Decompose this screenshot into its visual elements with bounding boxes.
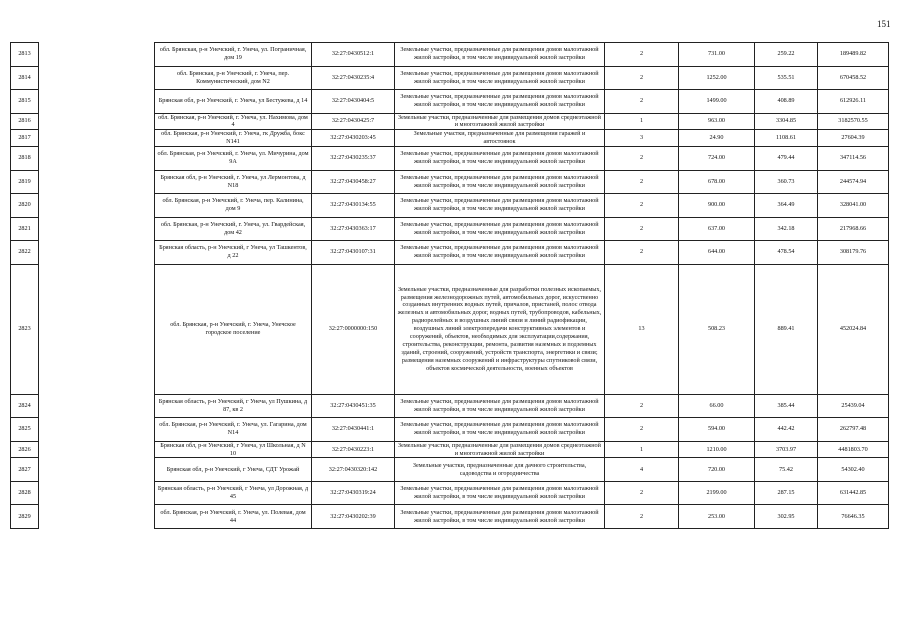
land-use-cell: Земельные участки, предназначенные для размещения домов малоэтажной жилой застройки, в том числе индивидуальной жилой застройки: [395, 66, 605, 90]
spacer-cell: [39, 458, 155, 482]
spacer-cell: [39, 194, 155, 218]
spacer-cell: [39, 90, 155, 114]
area-cell: 594.00: [679, 418, 755, 442]
address-cell: обл. Брянская, р-н Унечский, г. Унеча, гк Дружба, бокс N141: [155, 130, 312, 147]
land-use-cell: Земельные участки, предназначенные для размещения домов малоэтажной жилой застройки, в том числе индивидуальной жилой застройки: [395, 194, 605, 218]
specific-value-cell: 3703.97: [755, 441, 818, 458]
cadastral-number-cell: 32:27:0430458:27: [312, 170, 395, 194]
row-number: 2823: [11, 264, 39, 394]
cadastral-value-table: [10, 42, 889, 529]
table-row: [11, 505, 889, 529]
specific-value-cell: 889.41: [755, 264, 818, 394]
address-cell: Брянская обл, р-н Унечский, г. Унеча, ул Бестужева, д 14: [155, 90, 312, 114]
table-row: [11, 170, 889, 194]
spacer-cell: [39, 147, 155, 171]
cadastral-value-cell: 27604.39: [818, 130, 889, 147]
address-cell: обл. Брянская, р-н Унечский, г. Унеча, ул. Пограничная, дом 19: [155, 43, 312, 67]
table-row: [11, 418, 889, 442]
land-use-cell: Земельные участки, предназначенные для размещения домов малоэтажной жилой застройки, в том числе индивидуальной жилой застройки: [395, 147, 605, 171]
table-row: [11, 481, 889, 505]
spacer-cell: [39, 441, 155, 458]
land-use-cell: Земельные участки, предназначенные для дачного строительства, садоводства и огородничества: [395, 458, 605, 482]
row-number: 2817: [11, 130, 39, 147]
area-cell: 678.00: [679, 170, 755, 194]
spacer-cell: [39, 481, 155, 505]
table-row: [11, 43, 889, 67]
cadastral-number-cell: 32:27:0430425:7: [312, 113, 395, 130]
row-number: 2828: [11, 481, 39, 505]
group-cell: 2: [605, 481, 679, 505]
group-cell: 2: [605, 241, 679, 265]
land-use-cell: Земельные участки, предназначенные для размещения гаражей и автостоянок: [395, 130, 605, 147]
specific-value-cell: 535.51: [755, 66, 818, 90]
area-cell: 2199.00: [679, 481, 755, 505]
land-use-cell: Земельные участки, предназначенные для размещения домов среднеэтажной и многоэтажной жилой застройки: [395, 441, 605, 458]
land-use-cell: Земельные участки, предназначенные для размещения домов малоэтажной жилой застройки, в том числе индивидуальной жилой застройки: [395, 170, 605, 194]
land-use-cell: Земельные участки, предназначенные для размещения домов малоэтажной жилой застройки, в том числе индивидуальной жилой застройки: [395, 43, 605, 67]
specific-value-cell: 259.22: [755, 43, 818, 67]
spacer-cell: [39, 217, 155, 241]
land-use-cell: Земельные участки, предназначенные для размещения домов малоэтажной жилой застройки, в том числе индивидуальной жилой застройки: [395, 505, 605, 529]
area-cell: 253.00: [679, 505, 755, 529]
specific-value-cell: 479.44: [755, 147, 818, 171]
cadastral-number-cell: 32:27:0430223:1: [312, 441, 395, 458]
land-use-cell: Земельные участки, предназначенные для размещения домов малоэтажной жилой застройки, в том числе индивидуальной жилой застройки: [395, 481, 605, 505]
area-cell: 1252.00: [679, 66, 755, 90]
cadastral-value-cell: 189489.82: [818, 43, 889, 67]
address-cell: обл. Брянская, р-н Унечский, г. Унеча, Унечское городское поселение: [155, 264, 312, 394]
cadastral-number-cell: 32:27:0430320:142: [312, 458, 395, 482]
cadastral-value-cell: 3182570.55: [818, 113, 889, 130]
spacer-cell: [39, 394, 155, 418]
land-use-cell: Земельные участки, предназначенные для размещения домов малоэтажной жилой застройки, в том числе индивидуальной жилой застройки: [395, 217, 605, 241]
cadastral-value-cell: 76646.35: [818, 505, 889, 529]
area-cell: 731.00: [679, 43, 755, 67]
table-row: [11, 458, 889, 482]
table-row: [11, 241, 889, 265]
specific-value-cell: 360.73: [755, 170, 818, 194]
cadastral-number-cell: 32:27:0430107:31: [312, 241, 395, 265]
specific-value-cell: 442.42: [755, 418, 818, 442]
group-cell: 2: [605, 170, 679, 194]
group-cell: 3: [605, 130, 679, 147]
area-cell: 1499.00: [679, 90, 755, 114]
row-number: 2820: [11, 194, 39, 218]
cadastral-value-cell: 217968.66: [818, 217, 889, 241]
land-use-cell: Земельные участки, предназначенные для размещения домов малоэтажной жилой застройки, в том числе индивидуальной жилой застройки: [395, 90, 605, 114]
cadastral-number-cell: 32:27:0430363:17: [312, 217, 395, 241]
table-row: [11, 66, 889, 90]
cadastral-number-cell: 32:27:0430203:45: [312, 130, 395, 147]
address-cell: обл. Брянская, р-н Унечский, г. Унеча, пер. Калинина, дом 9: [155, 194, 312, 218]
address-cell: обл. Брянская, р-н Унечский, г. Унеча, ул. Мичурина, дом 9А: [155, 147, 312, 171]
specific-value-cell: 302.95: [755, 505, 818, 529]
spacer-cell: [39, 170, 155, 194]
row-number: 2825: [11, 418, 39, 442]
row-number: 2818: [11, 147, 39, 171]
table-row: [11, 147, 889, 171]
table-row: [11, 264, 889, 394]
row-number: 2815: [11, 90, 39, 114]
cadastral-value-cell: 25439.04: [818, 394, 889, 418]
cadastral-number-cell: 32:27:0430235:37: [312, 147, 395, 171]
spacer-cell: [39, 418, 155, 442]
row-number: 2826: [11, 441, 39, 458]
address-cell: Брянская обл, р-н Унечский, г Унеча, СДТ Урожай: [155, 458, 312, 482]
cadastral-number-cell: 32:27:0430202:39: [312, 505, 395, 529]
cadastral-number-cell: 32:27:0430134:55: [312, 194, 395, 218]
area-cell: 637.00: [679, 217, 755, 241]
cadastral-number-cell: 32:27:0430441:1: [312, 418, 395, 442]
land-use-cell: Земельные участки, предназначенные для размещения домов среднеэтажной и многоэтажной жилой застройки: [395, 113, 605, 130]
table-row: [11, 90, 889, 114]
area-cell: 508.23: [679, 264, 755, 394]
spacer-cell: [39, 43, 155, 67]
specific-value-cell: 287.15: [755, 481, 818, 505]
cadastral-number-cell: 32:27:0000000:150: [312, 264, 395, 394]
cadastral-value-cell: 612926.11: [818, 90, 889, 114]
address-cell: Брянская область, р-н Унечский, г Унеча, ул Дорожная, д 45: [155, 481, 312, 505]
area-cell: 900.00: [679, 194, 755, 218]
group-cell: 2: [605, 217, 679, 241]
spacer-cell: [39, 505, 155, 529]
table-row: [11, 394, 889, 418]
spacer-cell: [39, 241, 155, 265]
spacer-cell: [39, 66, 155, 90]
specific-value-cell: 478.54: [755, 241, 818, 265]
group-cell: 2: [605, 418, 679, 442]
land-use-cell: Земельные участки, предназначенные для разработки полезных ископаемых, размещения железнодорожных путей, автомобильных дорог, искусственно созданных внутренних водных путей, причалов, пристаней, полос отвода железных и автомобильных дорог, водных путей, трубопроводов, кабельных, радиорелейных и воздушных линий связи и линий радиофикации, воздушных линий электропередачи конструктивных элементов и сооружений, объектов, необходимых для эксплуатации,содержания, строительства, реконструкции, ремонта, развития наземных и подземных зданий, строений, сооружений, устройств транспорта, энергетики и связи; размещения наземных сооружений и инфраструктуры спутниковой связи, объектов космической деятельности, военных объектов: [395, 264, 605, 394]
address-cell: обл. Брянская, р-н Унечский, г. Унеча, ул. Нахимова, дом 4: [155, 113, 312, 130]
cadastral-number-cell: 32:27:0430512:1: [312, 43, 395, 67]
group-cell: 2: [605, 394, 679, 418]
group-cell: 2: [605, 43, 679, 67]
row-number: 2819: [11, 170, 39, 194]
land-use-cell: Земельные участки, предназначенные для размещения домов малоэтажной жилой застройки, в том числе индивидуальной жилой застройки: [395, 418, 605, 442]
cadastral-value-cell: 328041.00: [818, 194, 889, 218]
row-number: 2813: [11, 43, 39, 67]
area-cell: 644.00: [679, 241, 755, 265]
cadastral-value-cell: 631442.85: [818, 481, 889, 505]
cadastral-value-cell: 347114.56: [818, 147, 889, 171]
spacer-cell: [39, 264, 155, 394]
address-cell: Брянская область, р-н Унечский, г Унеча, ул Пушкина, д 87, кв 2: [155, 394, 312, 418]
row-number: 2824: [11, 394, 39, 418]
address-cell: обл. Брянская, р-н Унечский, г. Унеча, ул. Полевая, дом 44: [155, 505, 312, 529]
row-number: 2822: [11, 241, 39, 265]
group-cell: 2: [605, 147, 679, 171]
cadastral-value-cell: 54302.40: [818, 458, 889, 482]
row-number: 2827: [11, 458, 39, 482]
group-cell: 1: [605, 441, 679, 458]
group-cell: 2: [605, 66, 679, 90]
group-cell: 13: [605, 264, 679, 394]
specific-value-cell: 364.49: [755, 194, 818, 218]
table-row: [11, 217, 889, 241]
area-cell: 720.00: [679, 458, 755, 482]
specific-value-cell: 408.89: [755, 90, 818, 114]
cadastral-number-cell: 32:27:0430235:4: [312, 66, 395, 90]
area-cell: 66.00: [679, 394, 755, 418]
table-row: [11, 130, 889, 147]
address-cell: обл. Брянская, р-н Унечский, г. Унеча, ул. Гагарина, дом N14: [155, 418, 312, 442]
specific-value-cell: 385.44: [755, 394, 818, 418]
address-cell: обл. Брянская, р-н Унечский, г. Унеча, ул. Гвардейская, дом 42: [155, 217, 312, 241]
table-row: [11, 194, 889, 218]
address-cell: Брянская обл, р-н Унечский, г Унеча, ул Школьная, д N 10: [155, 441, 312, 458]
specific-value-cell: 342.18: [755, 217, 818, 241]
cadastral-value-cell: 308179.76: [818, 241, 889, 265]
land-use-cell: Земельные участки, предназначенные для размещения домов малоэтажной жилой застройки, в том числе индивидуальной жилой застройки: [395, 394, 605, 418]
group-cell: 2: [605, 194, 679, 218]
row-number: 2821: [11, 217, 39, 241]
address-cell: обл. Брянская, р-н Унечский, г. Унеча, пер. Коммунистический, дом N2: [155, 66, 312, 90]
cadastral-value-cell: 244574.94: [818, 170, 889, 194]
area-cell: 724.00: [679, 147, 755, 171]
address-cell: Брянская обл, р-н Унечский, г. Унеча, ул Лермонтова, д N18: [155, 170, 312, 194]
spacer-cell: [39, 130, 155, 147]
area-cell: 1210.00: [679, 441, 755, 458]
cadastral-number-cell: 32:27:0430319:24: [312, 481, 395, 505]
row-number: 2814: [11, 66, 39, 90]
table-row: [11, 441, 889, 458]
address-cell: Брянская область, р-н Унечский, г Унеча, ул Ташкентов, д 22: [155, 241, 312, 265]
land-use-cell: Земельные участки, предназначенные для размещения домов малоэтажной жилой застройки, в том числе индивидуальной жилой застройки: [395, 241, 605, 265]
area-cell: 24.90: [679, 130, 755, 147]
cadastral-number-cell: 32:27:0430404:5: [312, 90, 395, 114]
row-number: 2816: [11, 113, 39, 130]
group-cell: 4: [605, 458, 679, 482]
cadastral-value-cell: 452024.84: [818, 264, 889, 394]
group-cell: 1: [605, 113, 679, 130]
group-cell: 2: [605, 90, 679, 114]
row-number: 2829: [11, 505, 39, 529]
page-number: 151: [877, 19, 891, 29]
cadastral-value-cell: 262797.48: [818, 418, 889, 442]
specific-value-cell: 3304.85: [755, 113, 818, 130]
specific-value-cell: 1108.61: [755, 130, 818, 147]
cadastral-value-cell: 4481803.70: [818, 441, 889, 458]
group-cell: 2: [605, 505, 679, 529]
specific-value-cell: 75.42: [755, 458, 818, 482]
cadastral-value-cell: 670458.52: [818, 66, 889, 90]
cadastral-number-cell: 32:27:0430451:35: [312, 394, 395, 418]
table-row: [11, 113, 889, 130]
area-cell: 963.00: [679, 113, 755, 130]
spacer-cell: [39, 113, 155, 130]
